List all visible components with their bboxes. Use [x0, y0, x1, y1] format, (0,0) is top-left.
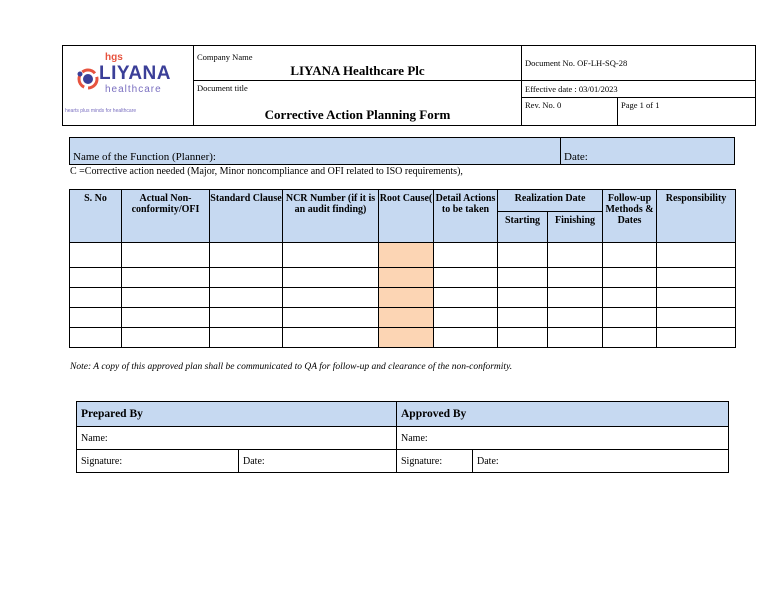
table-cell[interactable] — [548, 288, 603, 308]
table-cell[interactable] — [379, 328, 434, 348]
approved-by-signature-field[interactable]: Signature: — [397, 450, 473, 473]
table-cell[interactable] — [548, 243, 603, 268]
table-cell[interactable] — [434, 288, 498, 308]
table-row — [70, 308, 736, 328]
col-finishing: Finishing — [548, 212, 603, 243]
table-cell[interactable] — [603, 243, 657, 268]
table-cell[interactable] — [70, 288, 122, 308]
table-cell[interactable] — [657, 268, 736, 288]
corrective-action-note: C =Corrective action needed (Major, Minor noncompliance and OFI related to ISO requirements), — [70, 166, 463, 177]
logo-cell — [63, 46, 194, 126]
table-cell[interactable] — [210, 268, 283, 288]
approval-table — [76, 401, 729, 473]
table-cell[interactable] — [70, 308, 122, 328]
page-number: Page 1 of 1 — [618, 98, 756, 126]
logo-subtext: healthcare — [105, 84, 162, 95]
table-cell[interactable] — [379, 308, 434, 328]
table-cell[interactable] — [70, 268, 122, 288]
document-title-label: Document title — [197, 83, 248, 93]
table-cell[interactable] — [603, 268, 657, 288]
table-cell[interactable] — [283, 268, 379, 288]
table-cell[interactable] — [283, 328, 379, 348]
approved-by-date-field[interactable]: Date: — [473, 450, 729, 473]
col-sno: S. No — [70, 190, 122, 243]
document-number: Document No. OF-LH-SQ-28 — [522, 46, 756, 81]
approved-by-name-field[interactable]: Name: — [397, 427, 729, 450]
table-cell[interactable] — [603, 308, 657, 328]
revision-number: Rev. No. 0 — [522, 98, 618, 126]
table-cell[interactable] — [283, 308, 379, 328]
table-cell[interactable] — [548, 268, 603, 288]
table-cell[interactable] — [283, 243, 379, 268]
logo-wordmark: LIYANA — [99, 63, 171, 84]
table-cell[interactable] — [122, 328, 210, 348]
document-header — [62, 45, 756, 126]
table-cell[interactable] — [210, 308, 283, 328]
table-cell[interactable] — [122, 268, 210, 288]
table-cell[interactable] — [70, 328, 122, 348]
table-cell[interactable] — [434, 328, 498, 348]
table-row — [70, 268, 736, 288]
col-standard-clause: Standard Clause — [210, 190, 283, 243]
table-row — [70, 288, 736, 308]
table-cell[interactable] — [379, 268, 434, 288]
col-responsibility: Responsibility — [657, 190, 736, 243]
table-cell[interactable] — [122, 243, 210, 268]
table-cell[interactable] — [548, 308, 603, 328]
table-cell[interactable] — [379, 243, 434, 268]
table-cell[interactable] — [210, 288, 283, 308]
col-actual-nonconformity: Actual Non-conformity/OFI — [122, 190, 210, 243]
logo-icon — [77, 68, 99, 90]
col-starting: Starting — [498, 212, 548, 243]
approved-by-heading: Approved By — [397, 402, 729, 427]
table-cell[interactable] — [603, 328, 657, 348]
table-cell[interactable] — [657, 308, 736, 328]
company-name: LIYANA Healthcare Plc — [290, 63, 425, 78]
function-date-field[interactable]: Date: — [561, 138, 735, 165]
effective-date: Effective date : 03/01/2023 — [522, 81, 756, 98]
table-cell[interactable] — [603, 288, 657, 308]
table-cell[interactable] — [657, 328, 736, 348]
table-cell[interactable] — [122, 288, 210, 308]
table-cell[interactable] — [657, 288, 736, 308]
table-cell[interactable] — [434, 243, 498, 268]
table-cell[interactable] — [122, 308, 210, 328]
table-cell[interactable] — [498, 308, 548, 328]
table-cell[interactable] — [434, 308, 498, 328]
corrective-action-table — [69, 189, 736, 348]
table-cell[interactable] — [210, 328, 283, 348]
table-cell[interactable] — [657, 243, 736, 268]
table-cell[interactable] — [379, 288, 434, 308]
table-cell[interactable] — [283, 288, 379, 308]
approved-plan-note: Note: A copy of this approved plan shall be communicated to QA for follow-up and clearance of the non-conformity. — [70, 362, 513, 372]
logo-tagline: hearts plus minds for healthcare — [65, 108, 137, 114]
table-row — [70, 243, 736, 268]
col-ncr-number: NCR Number (if it is an audit finding) — [283, 190, 379, 243]
company-name-label: Company Name — [197, 52, 253, 62]
table-cell[interactable] — [498, 268, 548, 288]
table-cell[interactable] — [70, 243, 122, 268]
document-title: Corrective Action Planning Form — [264, 107, 451, 122]
function-bar — [69, 137, 735, 165]
table-cell[interactable] — [498, 288, 548, 308]
col-realization-date: Realization Date — [498, 190, 603, 212]
prepared-by-name-field[interactable]: Name: — [77, 427, 397, 450]
company-logo — [63, 46, 194, 126]
logo-top-text: hgs — [105, 52, 123, 63]
table-cell[interactable] — [548, 328, 603, 348]
table-row — [70, 328, 736, 348]
document-title-cell — [194, 81, 522, 126]
col-follow-up: Follow-up Methods & Dates — [603, 190, 657, 243]
prepared-by-heading: Prepared By — [77, 402, 397, 427]
table-cell[interactable] — [498, 328, 548, 348]
prepared-by-signature-field[interactable]: Signature: — [77, 450, 239, 473]
table-cell[interactable] — [498, 243, 548, 268]
col-detail-actions: Detail Actions to be taken — [434, 190, 498, 243]
function-name-field[interactable]: Name of the Function (Planner): — [70, 138, 561, 165]
table-cell[interactable] — [434, 268, 498, 288]
company-name-cell — [194, 46, 522, 81]
col-root-cause: Root Cause( — [379, 190, 434, 243]
table-cell[interactable] — [210, 243, 283, 268]
prepared-by-date-field[interactable]: Date: — [239, 450, 397, 473]
